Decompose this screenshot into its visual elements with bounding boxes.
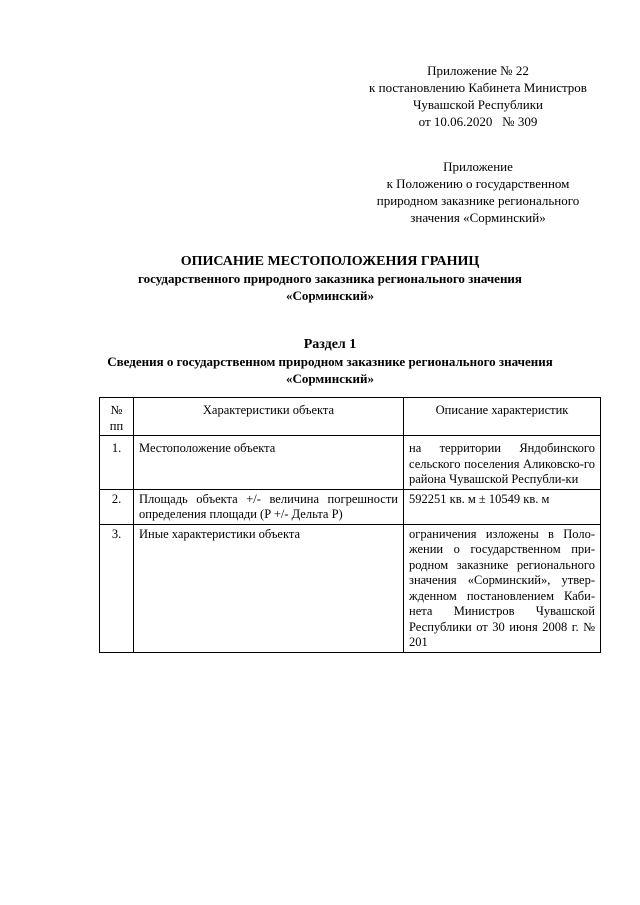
table-row: [100, 524, 601, 652]
appendix-sub-header: [356, 158, 600, 226]
row-num: 1.: [100, 436, 134, 490]
row-description: ограничения изложены в Поло-жении о государственном при-родном заказнике регионального значения «Сорминский», утвер-жденном постановлением Каби-нета Министров Чувашской Республики от 30 июня 2008 г. № 201: [404, 524, 601, 652]
appendix-main-line: Приложение № 22: [427, 63, 529, 78]
row-description: 592251 кв. м ± 10549 кв. м: [404, 489, 601, 524]
row-characteristic: Иные характеристики объекта: [134, 524, 404, 652]
row-characteristic: Местоположение объекта: [134, 436, 404, 490]
section-line-3: «Сорминский»: [286, 371, 374, 386]
document-title: [60, 253, 600, 304]
appendix-sub-line: значения «Сорминский»: [410, 210, 546, 225]
appendix-main-line: Чувашской Республики: [412, 97, 544, 112]
header-characteristics: Характеристики объекта: [134, 398, 404, 436]
row-num: 2.: [100, 489, 134, 524]
header-num: № пп: [100, 398, 134, 436]
appendix-sub-line: к Положению о государственном: [386, 176, 570, 191]
section-line-1: Раздел 1: [303, 337, 357, 352]
row-description: на территории Яндобинского сельского поселения Аликовско-го района Чувашской Республи-ки: [404, 436, 601, 490]
appendix-main-header: [356, 62, 600, 130]
row-num: 3.: [100, 524, 134, 652]
table-header-row: [100, 398, 601, 436]
characteristics-table: [99, 397, 601, 653]
section-heading: [60, 336, 600, 387]
title-line-1: ОПИСАНИЕ МЕСТОПОЛОЖЕНИЯ ГРАНИЦ: [180, 254, 480, 269]
table-row: [100, 489, 601, 524]
title-line-3: «Сорминский»: [286, 288, 374, 303]
title-line-2: государственного природного заказника регионального значения: [138, 271, 522, 286]
appendix-sub-line: Приложение: [443, 159, 513, 174]
header-description: Описание характеристик: [404, 398, 601, 436]
table-row: [100, 436, 601, 490]
section-line-2: Сведения о государственном природном заказнике регионального значения: [107, 354, 553, 369]
appendix-main-line: к постановлению Кабинета Министров: [369, 80, 587, 95]
appendix-sub-line: природном заказнике регионального: [376, 193, 580, 208]
row-characteristic: Площадь объекта +/- величина погрешности определения площади (P +/- Дельта P): [134, 489, 404, 524]
appendix-main-line: от 10.06.2020 № 309: [418, 114, 538, 129]
